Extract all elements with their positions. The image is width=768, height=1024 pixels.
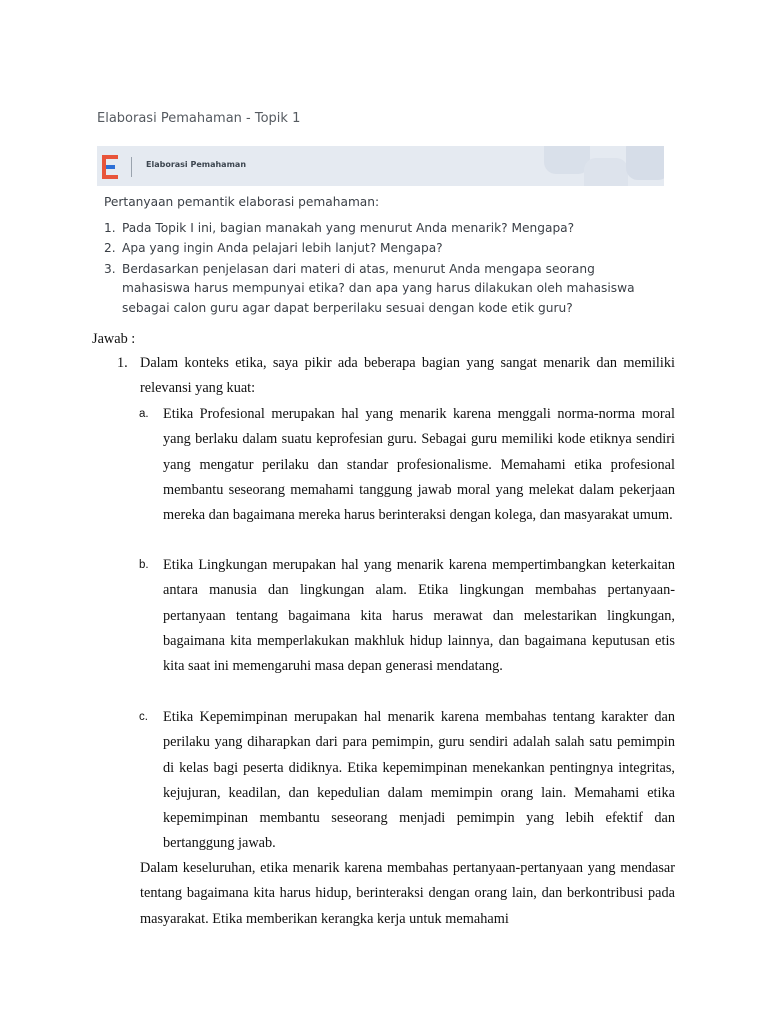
item-text: Dalam konteks etika, saya pikir ada beberapa bagian yang sangat menarik dan memiliki relevansi yang kuat:: [140, 355, 675, 397]
answer-item-1: [117, 351, 675, 402]
guiding-questions: [104, 192, 664, 319]
banner-divider: [131, 157, 132, 177]
document-title: Elaborasi Pemahaman - Topik 1: [97, 111, 301, 126]
question-item: 3. Berdasarkan penjelasan dari materi di atas, menurut Anda mengapa seorang mahasiswa harus mempunyai etika? dan apa yang harus dilakukan oleh mahasiswa sebagai calon guru agar dapat berperilaku sesuai dengan kode etik guru?: [104, 261, 635, 315]
subitem-letter: b.: [139, 559, 149, 571]
item-number: 1.: [117, 355, 128, 371]
question-item: 2. Apa yang ingin Anda pelajari lebih lanjut? Mengapa?: [104, 241, 443, 256]
brand-logo-icon: [102, 155, 118, 179]
subitem-c: [139, 705, 675, 857]
questions-heading: Pertanyaan pemantik elaborasi pemahaman:: [104, 195, 380, 209]
subitem-text: Etika Kepemimpinan merupakan hal menarik karena membahas tentang karakter dan perilaku yang diharapkan dari para pemimpin, guru sendiri adalah salah satu pemimpin di kelas bagi peserta didiknya. Etika kepemimpinan menekankan pentingnya integritas, kejujuran, keadilan, dan kepedulian dalam memimpin orang lain. Memahami etika kepemimpinan membantu seseorang menjadi pemimpin yang lebih efektif dan bertanggung jawab.: [163, 709, 675, 852]
subitem-b: [139, 553, 675, 679]
subitem-letter: a.: [139, 408, 149, 420]
banner-decoration: [534, 146, 664, 186]
subitem-text: Etika Profesional merupakan hal yang menarik karena menggali norma-norma moral yang berlaku dalam suatu keprofesian guru. Sebagai guru memiliki kode etiknya sendiri yang mengatur perilaku dan standar profesionalisme. Memahami etika profesional membantu seseorang memahami tanggung jawab moral yang melekat dalam pekerjaan mereka dan bagaimana mereka harus berinteraksi dengan kolega, dan masyarakat umum.: [163, 406, 675, 524]
subitem-letter: c.: [139, 711, 148, 723]
question-item: 1. Pada Topik I ini, bagian manakah yang menurut Anda menarik? Mengapa?: [104, 221, 575, 235]
subitem-text: Etika Lingkungan merupakan hal yang menarik karena mempertimbangkan keterkaitan antara manusia dan lingkungan alam. Etika lingkungan membahas pertanyaan-pertanyaan tentang bagaimana kita harus merawat dan melestarikan lingkungan, bagaimana kita memperlakukan makhluk hidup lainnya, dan bagaimana keputusan etis kita saat ini memengaruhi masa depan generasi mendatang.: [163, 557, 675, 675]
elaborasi-banner: [97, 146, 664, 186]
banner-label: Elaborasi Pemahaman: [146, 160, 247, 169]
subitem-a: [139, 402, 675, 528]
conclusion-paragraph: Dalam keseluruhan, etika menarik karena membahas pertanyaan-pertanyaan yang mendasar tentang bagaimana kita harus hidup, berinteraksi dengan orang lain, dan berkontribusi pada masyarakat. Etika memberikan kerangka kerja untuk memahami: [140, 860, 675, 927]
answer-label: Jawab :: [92, 331, 136, 347]
questions-list: [104, 219, 664, 318]
